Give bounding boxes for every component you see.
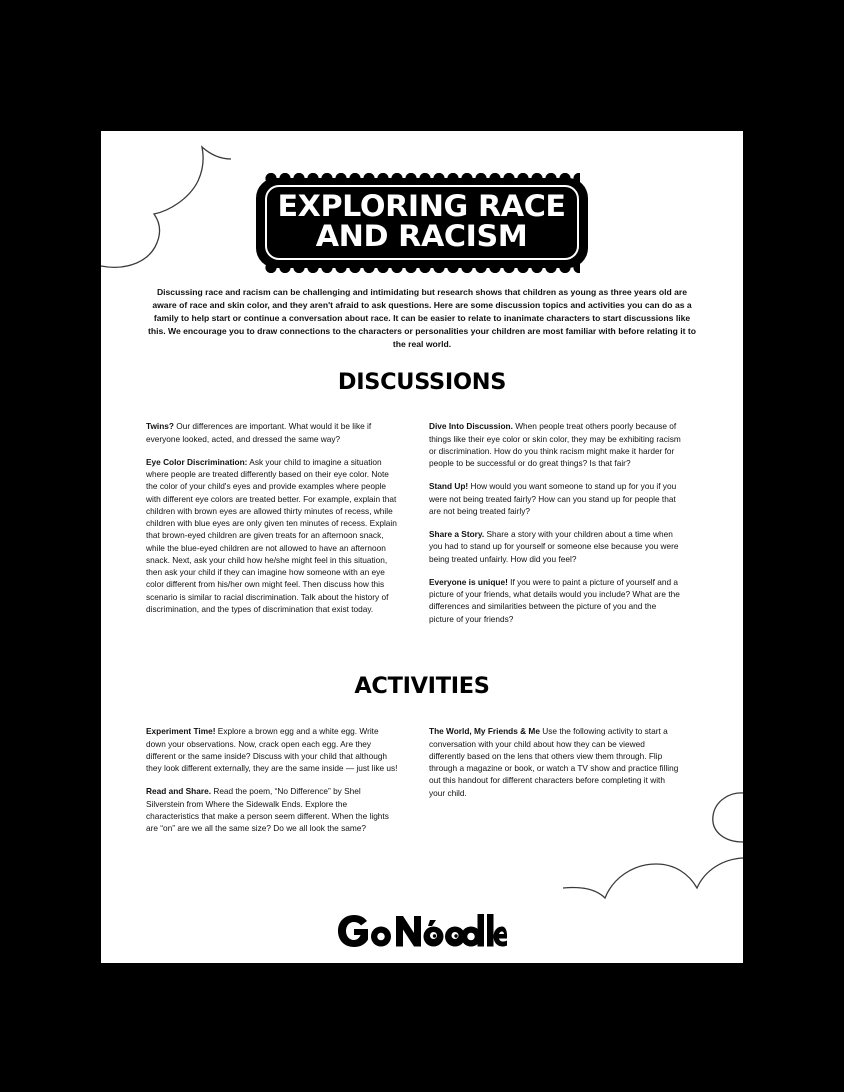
entry-body: Our differences are important. What would it be like if everyone looked, acted, and dressed the same way? xyxy=(146,421,372,444)
entry-body: How would you want someone to stand up for you if you were not being treated fairly? How can you stand up for people that are not being treated fairly? xyxy=(429,481,677,516)
activities-columns xyxy=(146,717,698,834)
entry-lead: Twins? xyxy=(146,421,174,432)
activity-entry xyxy=(146,725,399,774)
entry-lead: Eye Color Discrimination: xyxy=(146,456,248,467)
entry-lead: Dive Into Discussion. xyxy=(429,421,513,432)
entry-body: Use the following activity to start a conversation with your child about how they can be viewed differently based on the lens that others view them through. Flip through a magazine or book, or watch a TV show and practice filling out this handout for different characters before completing it with your child. xyxy=(429,726,679,798)
discussion-entry xyxy=(429,480,682,517)
entry-body: Explore a brown egg and a white egg. Write down your observations. Now, crack open each egg. Are they different or the same inside? Discuss with your child that although they look different externally, they are the same inside — just like us! xyxy=(146,726,398,774)
discussions-left-column xyxy=(146,412,399,625)
discussion-entry xyxy=(146,420,399,445)
entry-lead: Everyone is unique! xyxy=(429,576,508,587)
title-sticker xyxy=(256,178,587,268)
activities-right-column xyxy=(429,717,682,834)
section-heading-activities: ACTIVITIES xyxy=(354,674,490,699)
entry-lead: The World, My Friends & Me xyxy=(429,726,540,737)
entry-lead: Read and Share. xyxy=(146,786,212,797)
entry-lead: Share a Story. xyxy=(429,529,485,540)
discussion-entry xyxy=(429,420,682,469)
intro-paragraph: Discussing race and racism can be challenging and intimidating but research shows that children as young as three years old are aware of race and skin color, and they aren't afraid to ask questions. Here are some discussion topics and activities you can do as a family to help start or continue a conversation about race. It can be easier to relate to inanimate characters to start discussions like this. We encourage you to draw connections to the characters or personalities your children are most familiar with before relating it to the real world. xyxy=(147,286,697,349)
activities-left-column xyxy=(146,717,399,834)
entry-body: When people treat others poorly because of things like their eye color or skin color, they may be exhibiting racism or discrimination. How do you think racism might make it harder for people to be successful or do great things? Is that fair? xyxy=(429,421,681,469)
entry-lead: Stand Up! xyxy=(429,481,469,492)
entry-body: Read the poem, “No Difference” by Shel Silverstein from Where the Sidewalk Ends. Explore the characteristics that make a person seem different. When the lights are “on” are we all the same size? Do we all look the same? xyxy=(146,786,389,834)
brand-logo xyxy=(101,911,743,951)
discussion-entry xyxy=(146,456,399,615)
discussions-columns xyxy=(146,412,698,625)
discussions-right-column xyxy=(429,412,682,625)
entry-lead: Experiment Time! xyxy=(146,726,216,737)
discussion-entry xyxy=(429,528,682,565)
title-banner xyxy=(101,178,743,268)
gonoodle-logo-icon xyxy=(337,911,507,951)
worksheet-page xyxy=(101,131,743,963)
page-title-line-2: AND RACISM xyxy=(316,218,528,253)
title-sticker-inner xyxy=(265,185,578,260)
section-heading-discussions: DISCUSSIONS xyxy=(337,370,507,395)
activity-entry xyxy=(146,785,399,834)
discussion-entry xyxy=(429,576,682,625)
page-title-line-1: EXPLORING RACE xyxy=(277,189,567,223)
entry-body: Ask your child to imagine a situation where people are treated differently based on their eye color. Note the color of your child's eyes and provide examples where people with different eye colors are treated better. For example, explain that children with brown eyes are allowed thirty minutes of recess, while children with blue eyes are only given ten minutes of recess. Explain that brown-eyed children are given treats for an afternoon snack, while the blue-eyed children are not allowed to have an afternoon snack. Next, ask your child how he/she might feel in this situation, then ask your child if they can imagine how someone with an eye color different from his/her own might feel. Then discuss how this scenario is similar to racial discrimination. Talk about the history of discrimination, and the types of discrimination that exist today. xyxy=(146,456,397,615)
entry-body: Share a story with your children about a time when you had to stand up for yourself or someone else because you were being treated unfairly. How did you feel? xyxy=(429,529,679,564)
activity-entry xyxy=(429,725,682,799)
entry-body: If you were to paint a picture of yourself and a picture of your friends, what details would you include? What are the differences and similarities between the picture of you and the picture of your friends? xyxy=(429,576,680,624)
